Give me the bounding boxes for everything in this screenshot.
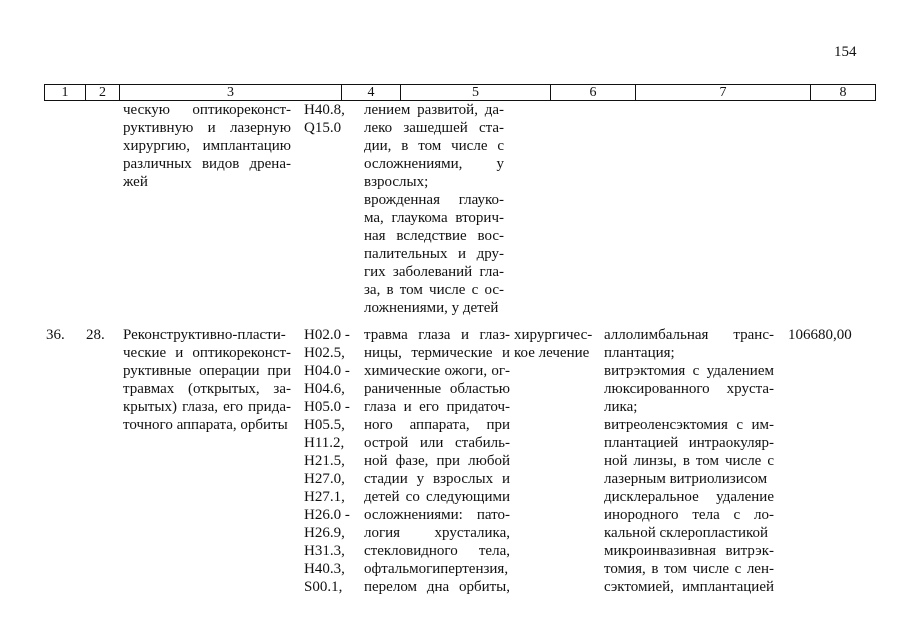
text-line: лением развитой, да- [364,102,504,118]
code-line: H27.1, [304,489,345,505]
row-continued-col4 [304,101,360,137]
text-line: витреоленсэктомия с им- [604,417,774,433]
header-col-4: 4 [342,85,401,100]
text-line: хирургичес- [514,327,593,343]
text-line: травмах (открытых, за- [123,381,291,397]
text-line: осложнениями: пато- [364,507,510,523]
header-col-6: 6 [551,85,636,100]
text-line: леко зашедшей ста- [364,120,504,136]
code-line: H31.3, [304,543,345,559]
text-line: ного аппарата, при [364,417,510,433]
text-line: сэктомией, имплантацией [604,579,774,595]
text-line: плантация; [604,345,675,361]
text-line: раниченные областью [364,381,510,397]
row-36-col7 [604,326,774,596]
text-line: точного аппарата, орбиты [123,417,288,433]
text-line: перелом дна орбиты, [364,579,510,595]
text-line: стадии у взрослых и [364,471,510,487]
text-line: палительных и дру- [364,246,504,262]
code-line: H02.5, [304,345,345,361]
text-line: хирургию, имплантацию [123,138,291,154]
row-36-sub-number: 28. [86,327,105,343]
text-line: химические ожоги, ог- [364,363,510,379]
row-36-col4 [304,326,360,596]
code-line: H04.0 - [304,363,350,379]
text-line: гих заболеваний гла- [364,264,504,280]
text-line: врожденная глауко- [364,192,504,208]
text-line: ной фазе, при любой [364,453,510,469]
code-line: H27.0, [304,471,345,487]
code-line: H04.6, [304,381,345,397]
row-continued-col5 [364,101,504,317]
text-line: томия, в том числе с лен- [604,561,774,577]
code-line: H40.3, [304,561,345,577]
code-line: S00.1, [304,579,343,595]
text-line: травма глаза и глаз- [364,327,510,343]
header-col-1: 1 [45,85,86,100]
text-line: осложнениями, у [364,156,504,172]
text-line: ная вследствие вос- [364,228,504,244]
text-line: детей со следующими [364,489,510,505]
text-line: дисклеральное удаление [604,489,774,505]
text-line: кальной склеропластикой [604,525,769,541]
code-line: H26.0 - [304,507,350,523]
code-line: H05.0 - [304,399,350,415]
text-line: инородного тела с ло- [604,507,774,523]
header-col-5: 5 [401,85,551,100]
header-col-7: 7 [636,85,811,100]
text-line: острой или стабиль- [364,435,510,451]
text-line: руктивные операции при [123,363,291,379]
text-line: руктивную и лазерную [123,120,291,136]
text-line: ной линзы, в том числе с [604,453,774,469]
code-line: H05.5, [304,417,345,433]
text-line: люксированного хруста- [604,381,774,397]
code-line: H11.2, [304,435,345,451]
code-line: H21.5, [304,453,345,469]
text-line: логия хрусталика, [364,525,510,541]
page-number: 154 [834,44,857,60]
text-line: аллолимбальная транс- [604,327,774,343]
text-line: взрослых; [364,174,429,190]
text-line: за, в том числе с ос- [364,282,504,298]
text-line: крытых) глаза, его прида- [123,399,291,415]
code-line: H40.8, [304,102,345,118]
text-line: дии, в том числе с [364,138,504,154]
header-col-2: 2 [86,85,120,100]
text-line: лика; [604,399,638,415]
text-line: жей [123,174,148,190]
text-line: плантацией интраокуляр- [604,435,774,451]
text-line: кое лечение [514,345,590,361]
row-36-number: 36. [46,327,65,343]
text-line: ницы, термические и [364,345,510,361]
text-line: Реконструктивно-пласти- [123,327,286,343]
text-line: глаза и его придаточ- [364,399,510,415]
code-line: H26.9, [304,525,345,541]
code-line: Q15.0 [304,120,342,136]
text-line: ческие и оптикореконст- [123,345,291,361]
row-36-col6 [514,326,596,362]
text-line: витрэктомия с удалением [604,363,774,379]
row-36-price: 106680,00 [788,327,852,343]
text-line: офтальмогипертензия, [364,561,509,577]
table-header [44,84,876,101]
text-line: ческую оптикореконст- [123,102,291,118]
text-line: лазерным витриолизисом [604,471,768,487]
code-line: H02.0 - [304,327,350,343]
row-continued-col3 [123,101,291,191]
header-col-3: 3 [120,85,342,100]
text-line: ма, глаукома вторич- [364,210,504,226]
text-line: микроинвазивная витрэк- [604,543,774,559]
text-line: различных видов дрена- [123,156,291,172]
text-line: стекловидного тела, [364,543,510,559]
text-line: ложнениями, у детей [364,300,499,316]
header-col-8: 8 [839,85,847,100]
row-36-col5 [364,326,510,596]
row-36-col3 [123,326,291,434]
